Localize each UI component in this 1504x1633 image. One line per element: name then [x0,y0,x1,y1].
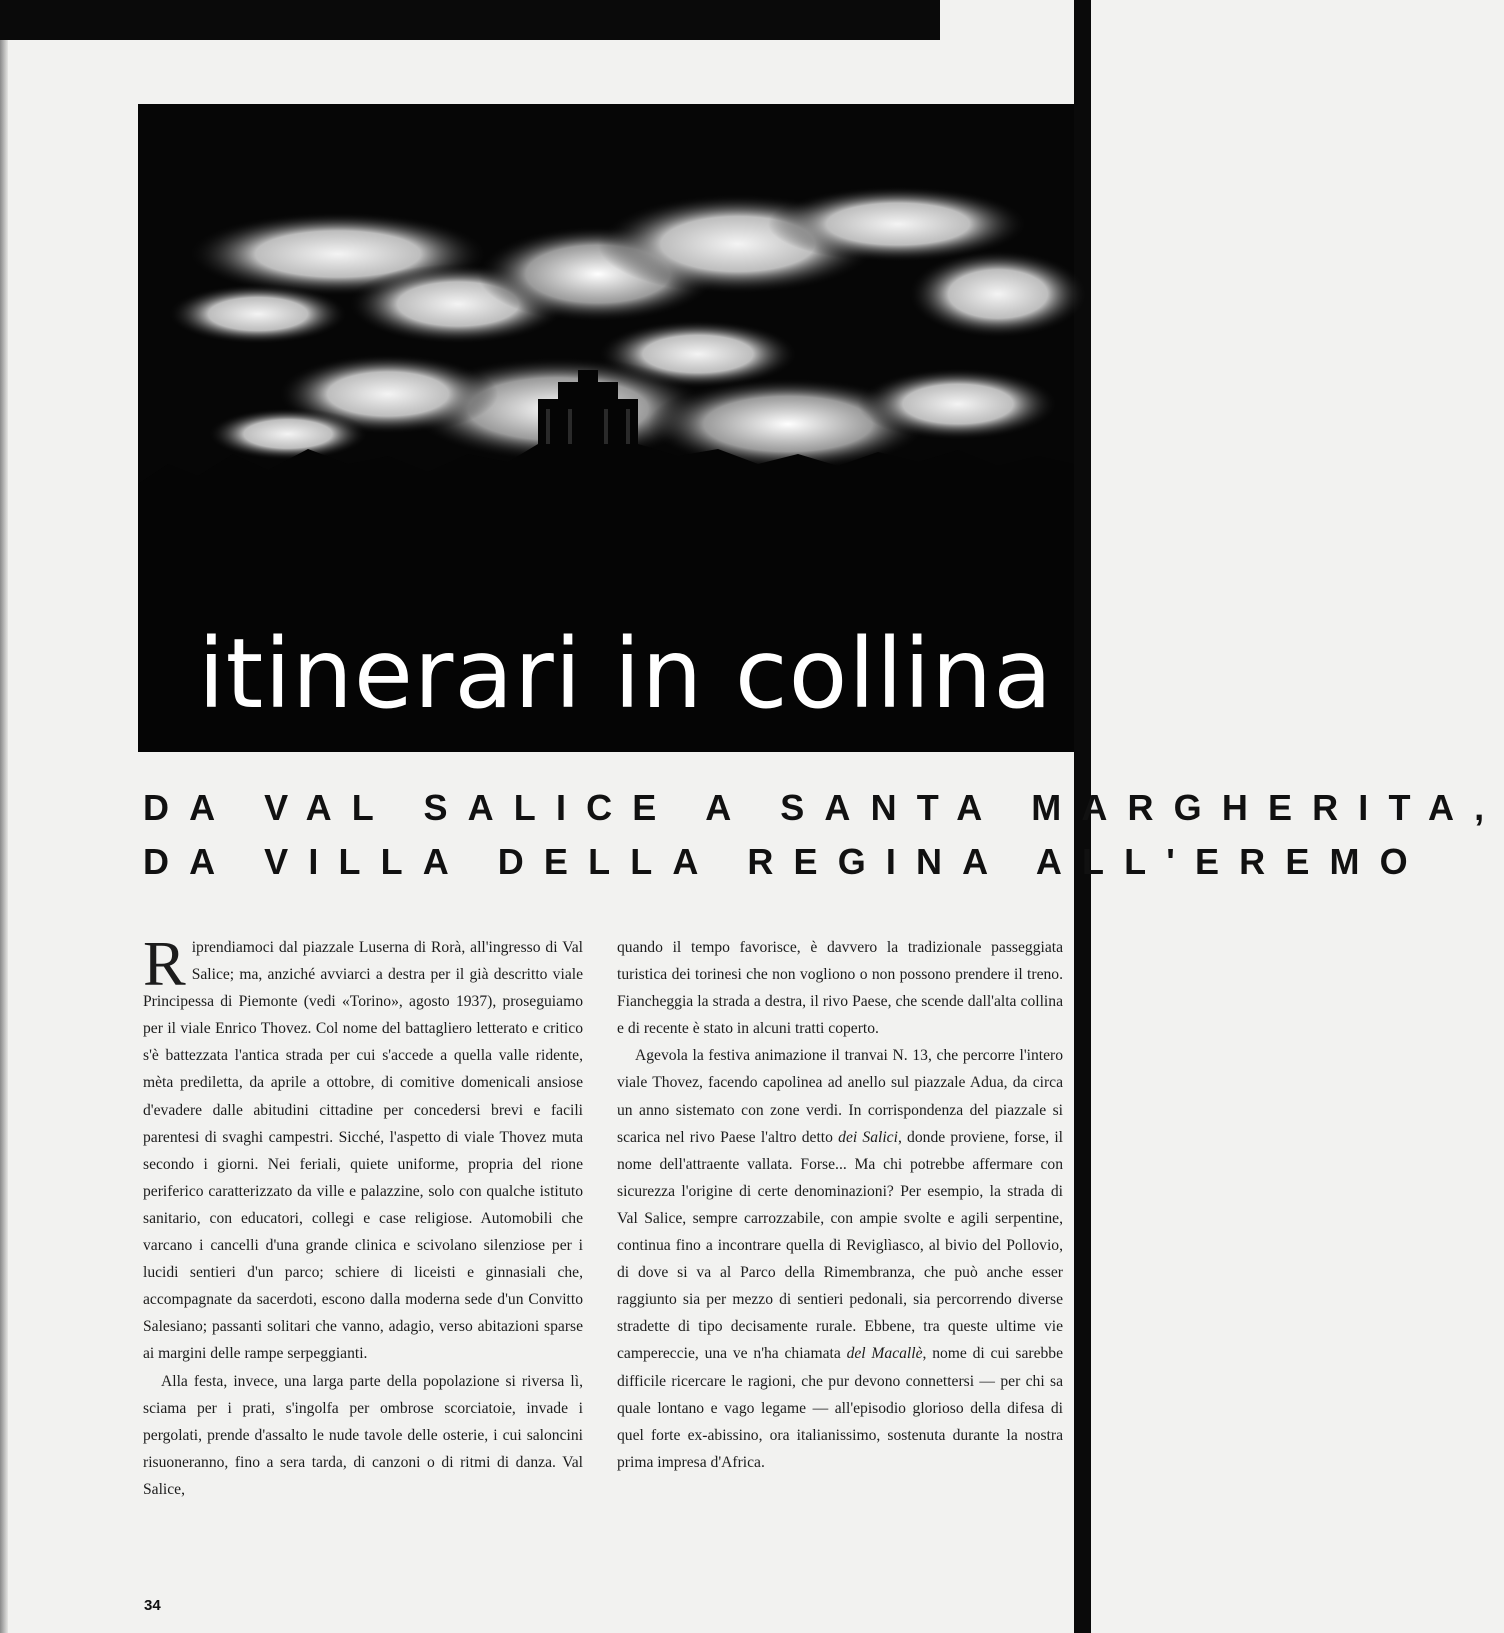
italic-place-name: dei Salici [838,1128,898,1146]
paragraph: Alla festa, invece, una larga parte della popolazione si riversa lì, sciama per i prati, s'ingolfa per ombrose scorciatoie, invade i pergolati, prende d'assalto le nude tavole delle osterie, i cui saloncini risuoneranno, fino a sera tarda, di canzoni o di ritmi di danza. Val Salice, [143,1372,583,1498]
paragraph [617,1042,1063,1476]
paragraph-text: Agevola la festiva animazione il tranvai N. 13, che percorre l'intero viale Thovez, facendo capolinea ad anello sul piazzale Adua, da circa un anno sistemato con zone verdi. In corrispondenza del piazzale si scarica nel rivo Paese l'altro detto [617,1047,1063,1146]
page-number: 34 [144,1597,161,1614]
italic-place-name: del Macallè [846,1345,923,1363]
page-edge-shadow [0,40,8,1633]
subtitle-line-1: DA VAL SALICE A SANTA MARGHERITA, [143,787,1504,828]
paragraph [143,928,583,1368]
article-column-right [617,934,1063,1476]
article-title: itinerari in collina [198,618,1054,730]
hill-night-photo [138,104,1074,752]
paragraph-text: iprendiamoci dal piazzale Luserna di Rorà, all'ingresso di Val Salice; ma, anziché avviarci a destra per il già descritto viale Principessa di Piemonte (vedi «Torino», agosto 1937), proseguiamo per il viale Enrico Thovez. Col nome del battagliero letterato e critico s'è battezzata l'antica strada per cui s'accede a quella valle ridente, mèta prediletta, da aprile a ottobre, di comitive domenicali ansiose d'evadere dalle abitudini cittadine per concedersi brevi e facili parentesi di svaghi campestri. Sicché, l'aspetto di viale Thovez muta secondo i giorni. Nei feriali, quiete uniforme, propria del rione periferico caratterizzato da ville e palazzine, solo con qualche istituto sanitario, con educatori, collegi e case religiose. Automobili che varcano i cancelli d'una grande clinica e scivolano silenziose per i lucidi sentieri d'un parco; schiere di liceisti e ginnasiali che, accompagnate da sacerdoti, escono dalla moderna sede d'un Convitto Salesiano; passanti solitari che vanno, adagio, verso abitazioni sparse ai margini delle rampe serpeggianti. [143,939,583,1363]
paragraph: quando il tempo favorisce, è davvero la tradizionale passeggiata turistica dei torinesi che non vogliono o non possono prendere il treno. Fiancheggia la strada a destra, il rivo Paese, che scende dall'alta collina e di recente è stato in alcuni tratti coperto. [617,939,1063,1038]
paragraph-text: , donde proviene, forse, il nome dell'attraente vallata. Forse... Ma chi potrebbe affermare con sicurezza l'origine di certe denominazioni? Per esempio, la strada di Val Salice, sempre carrozzabile, con ampie svolte e agili serpentine, continua fino a incontrare quella di Reviglìasco, al bivio del Pollovio, di dove si va al Parco della Rimembranza, che può anche esser raggiunto sia per mezzo di sentieri pedonali, sia percorrendo diverse stradette di tipo decisamente rurale. Ebbene, tra queste ultime vie campereccie, una ve n'ha chiamata [617,1128,1063,1363]
top-border [0,0,940,40]
subtitle-line-2: DA VILLA DELLA REGINA ALL'EREMO [143,841,1428,882]
drop-cap: R [143,928,186,999]
article-column-left [143,928,583,1503]
paragraph-text: , nome di cui sarebbe difficile ricercare le ragioni, che pur devono connettersi — per chi sa quale lontano e vago legame — all'episodio glorioso della difesa di quel forte ex-abissino, ora italianissimo, sostenuta durante la nostra prima impresa d'Africa. [617,1345,1064,1471]
